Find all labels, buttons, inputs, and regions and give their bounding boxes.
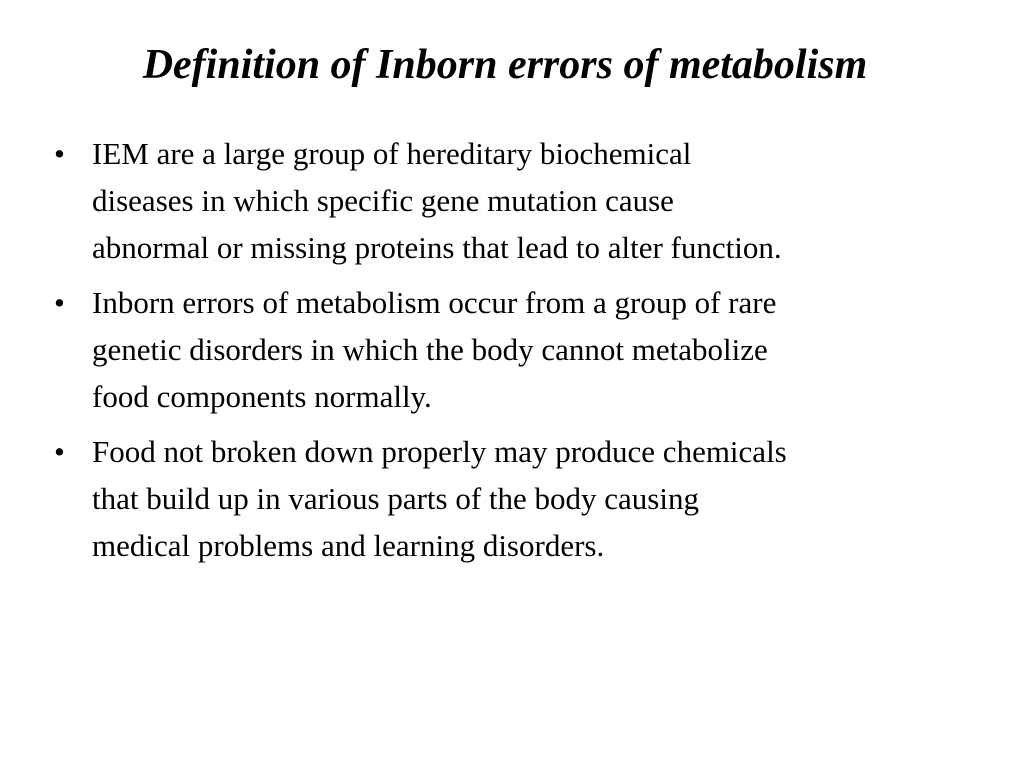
bullet-marker: • bbox=[54, 285, 65, 320]
bullet-2-line-3: food components normally. bbox=[92, 379, 432, 414]
slide-title: Definition of Inborn errors of metabolism bbox=[142, 42, 868, 88]
bullet-1-line-1: IEM are a large group of hereditary biochemical bbox=[92, 136, 692, 171]
bullet-1-line-2: diseases in which specific gene mutation cause bbox=[92, 183, 674, 218]
bullet-marker: • bbox=[54, 136, 65, 171]
bullet-3-line-3: medical problems and learning disorders. bbox=[92, 528, 605, 563]
bullet-3-line-1: Food not broken down properly may produce chemicals bbox=[92, 434, 787, 469]
bullet-marker: • bbox=[54, 434, 65, 469]
bullet-item-1 bbox=[54, 130, 1004, 271]
bullet-list bbox=[54, 130, 1004, 577]
bullet-2-line-2: genetic disorders in which the body cannot metabolize bbox=[92, 332, 768, 367]
bullet-1-line-3: abnormal or missing proteins that lead to alter function. bbox=[92, 230, 782, 265]
bullet-item-3 bbox=[54, 428, 1004, 569]
bullet-2-line-1: Inborn errors of metabolism occur from a group of rare bbox=[92, 285, 777, 320]
bullet-item-2 bbox=[54, 279, 1004, 420]
bullet-3-line-2: that build up in various parts of the body causing bbox=[92, 481, 699, 516]
